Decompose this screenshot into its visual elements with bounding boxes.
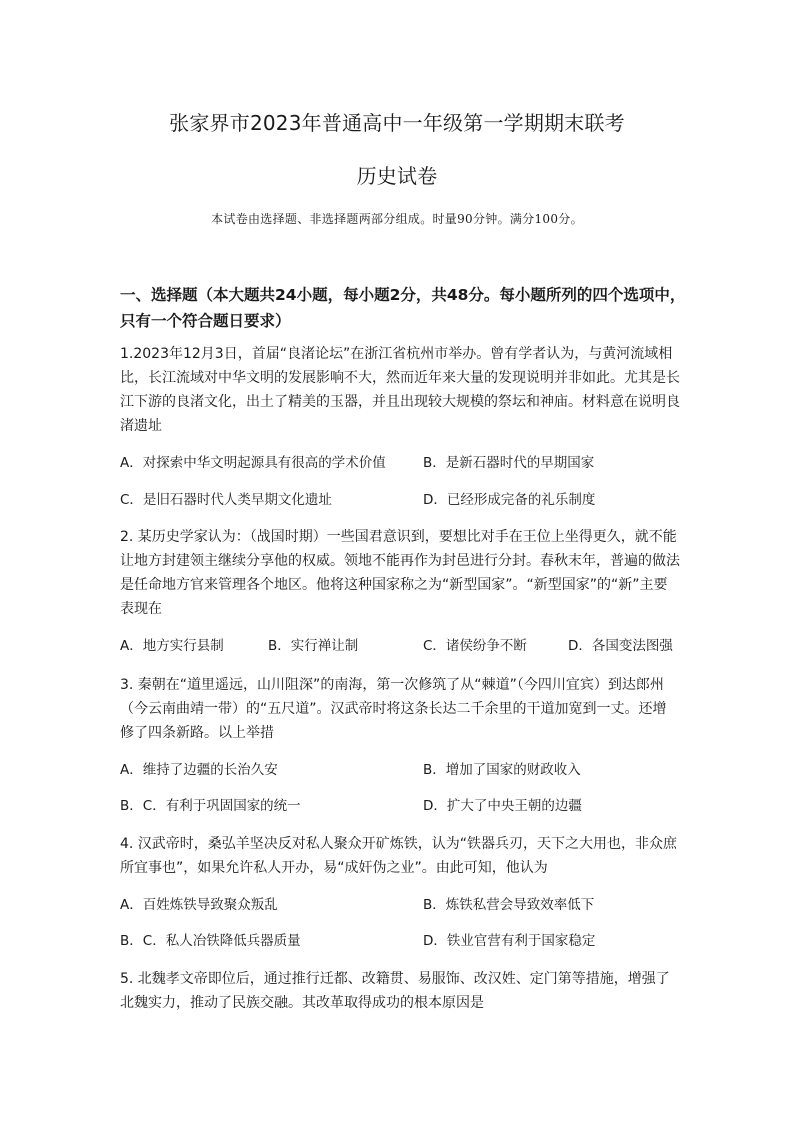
- question-3-option-a[interactable]: A．维持了边疆的长治久安: [120, 762, 278, 778]
- question-1-stem: 1.2023年12月3日，首届“良渚论坛”在浙江省杭州市举办。曾有学者认为，与黄河流域相比，长江流域对中华文明的发展影响不大，然而近年来大量的发现说明并非如此。尤其是长江下游的良渚文化，出土了精美的玉器，并且出现较大规模的祭坛和神庙。材料意在说明良渚遗址: [120, 346, 680, 434]
- question-3-stem: 3. 秦朝在“道里遥远，山川阻深”的南海，第一次修筑了从“棘道”（今四川宜宾）到达郎州（今云南曲靖一带）的“五尺道”。汉武帝时将这条长达二千余里的干道加宽到一丈。还增修了四条新路。以上举措: [120, 677, 667, 741]
- question-1-option-c[interactable]: C．是旧石器时代人类早期文化遗址: [120, 492, 332, 508]
- question-2-option-a[interactable]: A．地方实行县制: [120, 638, 224, 654]
- question-2-stem: 2. 某历史学家认为：（战国时期）一些国君意识到，要想比对手在王位上坐得更久，就不能让地方封建领主继续分享他的权威。领地不能再作为封邑进行分封。春秋末年，普遍的做法是任命地方官来管理各个地区。他将这种国家称之为“新型国家”。“新型国家”的“新”主要表现在: [120, 529, 680, 617]
- exam-instructions: 本试卷由选择题、非选择题两部分组成。时量90分钟。满分100分。: [211, 212, 583, 226]
- question-3-option-c[interactable]: B．C．有利于巩固国家的统一: [120, 798, 301, 814]
- question-2-option-b[interactable]: B．实行禅让制: [268, 638, 359, 654]
- question-4-option-d[interactable]: D．铁业官营有利于国家稳定: [423, 933, 596, 949]
- question-2-option-d[interactable]: D．各国变法图强: [568, 638, 673, 654]
- question-5-stem: 5. 北魏孝文帝即位后，通过推行迁都、改籍贯、易服饰、改汉姓、定门第等措施，增强了北魏实力，推动了民族交融。其改革取得成功的根本原因是: [120, 971, 670, 1011]
- question-4-stem: 4. 汉武帝时，桑弘羊坚决反对私人聚众开矿炼铁，认为“铁器兵刃，天下之大用也，非众庶所宜事也”，如果允许私人开办，易“成奸伪之业”。由此可知，他认为: [120, 836, 678, 876]
- question-3-option-d[interactable]: D．扩大了中央王朝的边疆: [423, 798, 582, 814]
- question-1-option-b[interactable]: B．是新石器时代的早期国家: [423, 455, 595, 471]
- question-4-option-b[interactable]: B．炼铁私营会导致效率低下: [423, 897, 595, 913]
- exam-title: 张家界市2023年普通高中一年级第一学期期末联考: [169, 111, 625, 135]
- question-1-option-a[interactable]: A．对探索中华文明起源具有很高的学术价值: [120, 455, 386, 471]
- question-4-option-c[interactable]: B．C．私人冶铁降低兵器质量: [120, 933, 301, 949]
- section-heading: 一、选择题（本大题共24小题，每小题2分，共48分。每小题所列的四个选项中，只有一个符合题日要求）: [120, 286, 686, 330]
- question-2-option-c[interactable]: C．诸侯纷争不断: [423, 638, 527, 654]
- question-3-option-b[interactable]: B．增加了国家的财政收入: [423, 762, 581, 778]
- subject-title: 历史试卷: [356, 164, 438, 188]
- question-1-option-d[interactable]: D．已经形成完备的礼乐制度: [423, 492, 596, 508]
- question-4-option-a[interactable]: A．百姓炼铁导致聚众叛乱: [120, 897, 278, 913]
